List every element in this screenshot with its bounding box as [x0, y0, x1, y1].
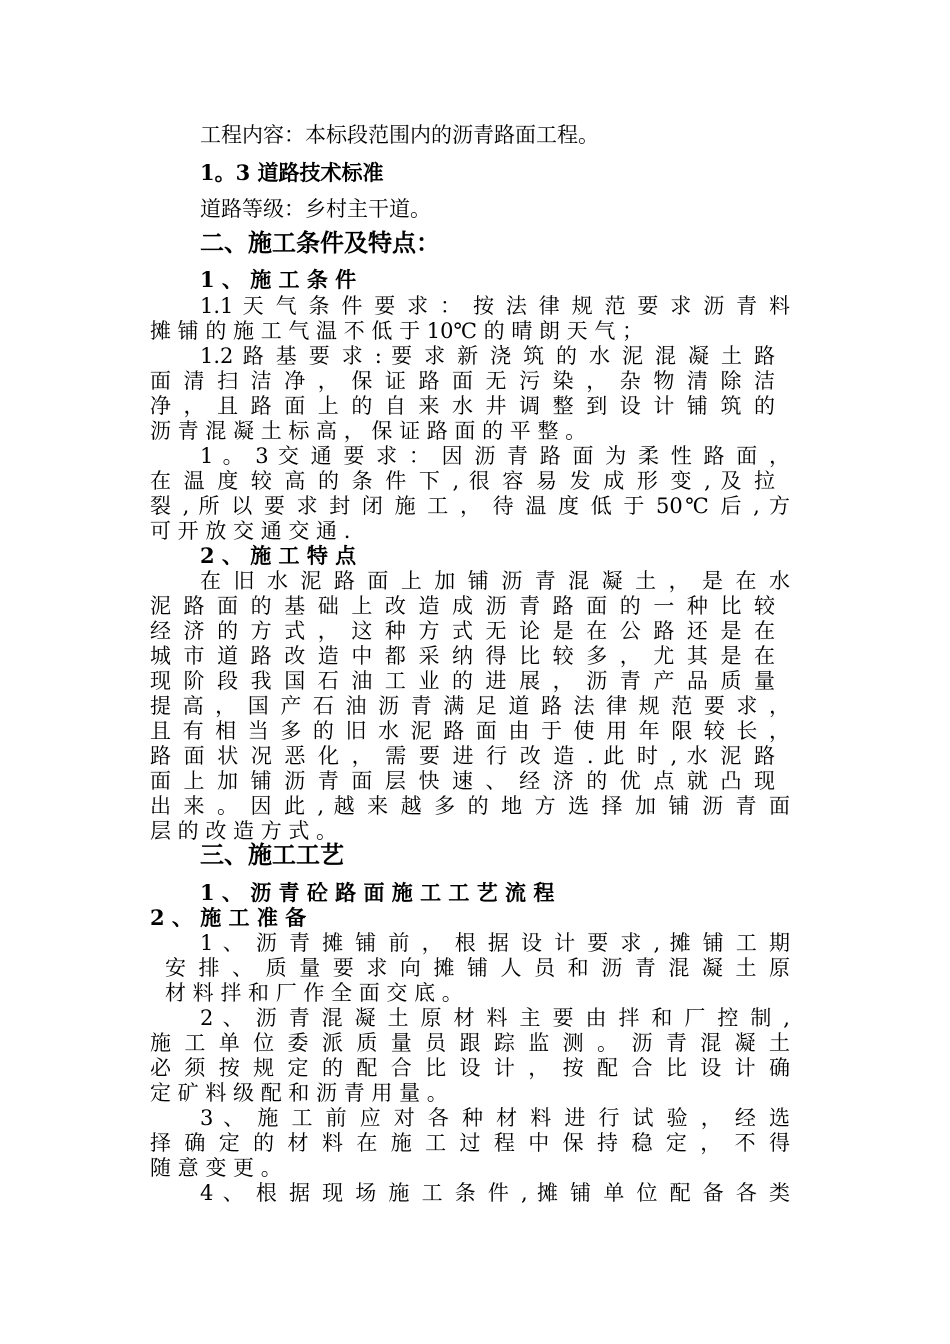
section-heading: 1。3 道路技术标准: [200, 160, 384, 185]
body-text: 城 市 道 路 改 造 中 都 采 纳 得 比 较 多 ， 尤 其 是 在: [150, 644, 775, 668]
sub-heading: 2 、 施 工 特 点: [200, 543, 357, 568]
body-text: 4 、 根 据 现 场 施 工 条 件 , 摊 铺 单 位 配 备 各 类: [200, 1181, 790, 1205]
chapter-heading: 二、施工条件及特点：: [200, 228, 440, 257]
body-text: 现 阶 段 我 国 石 油 工 业 的 进 展 ， 沥 青 产 品 质 量: [150, 669, 775, 693]
body-text: 定 矿 料 级 配 和 沥 青 用 量 。: [150, 1081, 448, 1105]
body-text: 经 济 的 方 式 ， 这 种 方 式 无 论 是 在 公 路 还 是 在: [150, 619, 775, 643]
body-text: 工程内容：本标段范围内的沥青路面工程。: [200, 123, 599, 147]
body-text: 1.2 路 基 要 求 : 要 求 新 浇 筑 的 水 泥 混 凝 土 路: [200, 344, 775, 368]
body-text: 提 高 ， 国 产 石 油 沥 青 满 足 道 路 法 律 规 范 要 求 ，: [150, 694, 790, 718]
body-text: 净 ， 且 路 面 上 的 自 来 水 井 调 整 到 设 计 铺 筑 的: [150, 394, 775, 418]
body-text: 安 排 、 质 量 要 求 向 摊 铺 人 员 和 沥 青 混 凝 土 原: [165, 956, 790, 980]
body-text: 摊 铺 的 施 工 气 温 不 低 于 10℃ 的 晴 朗 天 气 ；: [150, 319, 644, 343]
body-text: 可 开 放 交 通 交 通 .: [150, 519, 351, 543]
body-text: 且 有 相 当 多 的 旧 水 泥 路 面 由 于 使 用 年 限 较 长 ，: [150, 719, 790, 743]
body-text: 在 旧 水 泥 路 面 上 加 铺 沥 青 混 凝 土 ， 是 在 水: [200, 569, 790, 593]
body-text: 材 料 拌 和 厂 作 全 面 交 底 。: [165, 981, 463, 1005]
body-text: 3 、 施 工 前 应 对 各 种 材 料 进 行 试 验 ， 经 选: [200, 1106, 790, 1130]
sub-heading: 1 、 施 工 条 件: [200, 267, 357, 292]
body-text: 沥 青 混 凝 土 标 高 ， 保 证 路 面 的 平 整 。: [150, 419, 587, 443]
body-text: 层 的 改 造 方 式 。: [150, 819, 338, 843]
body-text: 路 面 状 况 恶 化 ， 需 要 进 行 改 造 . 此 时 , 水 泥 路: [150, 744, 775, 768]
body-text: 裂 , 所 以 要 求 封 闭 施 工 ， 待 温 度 低 于 50℃ 后 , 方: [150, 494, 790, 518]
body-text: 1 。 3 交 通 要 求 ： 因 沥 青 路 面 为 柔 性 路 面 ，: [200, 444, 790, 468]
body-text: 泥 路 面 的 基 础 上 改 造 成 沥 青 路 面 的 一 种 比 较: [150, 594, 775, 618]
body-text: 道路等级：乡村主干道。: [200, 197, 431, 221]
body-text: 1 、 沥 青 摊 铺 前 ， 根 据 设 计 要 求 , 摊 铺 工 期: [200, 931, 790, 955]
body-text: 1.1 天 气 条 件 要 求 ： 按 法 律 规 范 要 求 沥 青 料: [200, 294, 790, 318]
sub-heading: 1 、 沥 青 砼 路 面 施 工 工 艺 流 程: [200, 880, 555, 905]
chapter-heading: 三、施工工艺: [200, 840, 344, 869]
body-text: 施 工 单 位 委 派 质 量 员 跟 踪 监 测 。 沥 青 混 凝 土: [150, 1031, 790, 1055]
body-text: 择 确 定 的 材 料 在 施 工 过 程 中 保 持 稳 定 ， 不 得: [150, 1131, 790, 1155]
sub-heading: 2 、 施 工 准 备: [150, 905, 307, 930]
body-text: 在 温 度 较 高 的 条 件 下 , 很 容 易 发 成 形 变 , 及 拉: [150, 469, 775, 493]
body-text: 2 、 沥 青 混 凝 土 原 材 料 主 要 由 拌 和 厂 控 制 ,: [200, 1006, 790, 1030]
body-text: 出 来 。 因 此 , 越 来 越 多 的 地 方 选 择 加 铺 沥 青 面: [150, 794, 790, 818]
body-text: 必 须 按 规 定 的 配 合 比 设 计 ， 按 配 合 比 设 计 确: [150, 1056, 790, 1080]
body-text: 面 清 扫 洁 净 ， 保 证 路 面 无 污 染 ， 杂 物 清 除 洁: [150, 369, 775, 393]
body-text: 随 意 变 更 。: [150, 1156, 282, 1180]
body-text: 面 上 加 铺 沥 青 面 层 快 速 、 经 济 的 优 点 就 凸 现: [150, 769, 775, 793]
